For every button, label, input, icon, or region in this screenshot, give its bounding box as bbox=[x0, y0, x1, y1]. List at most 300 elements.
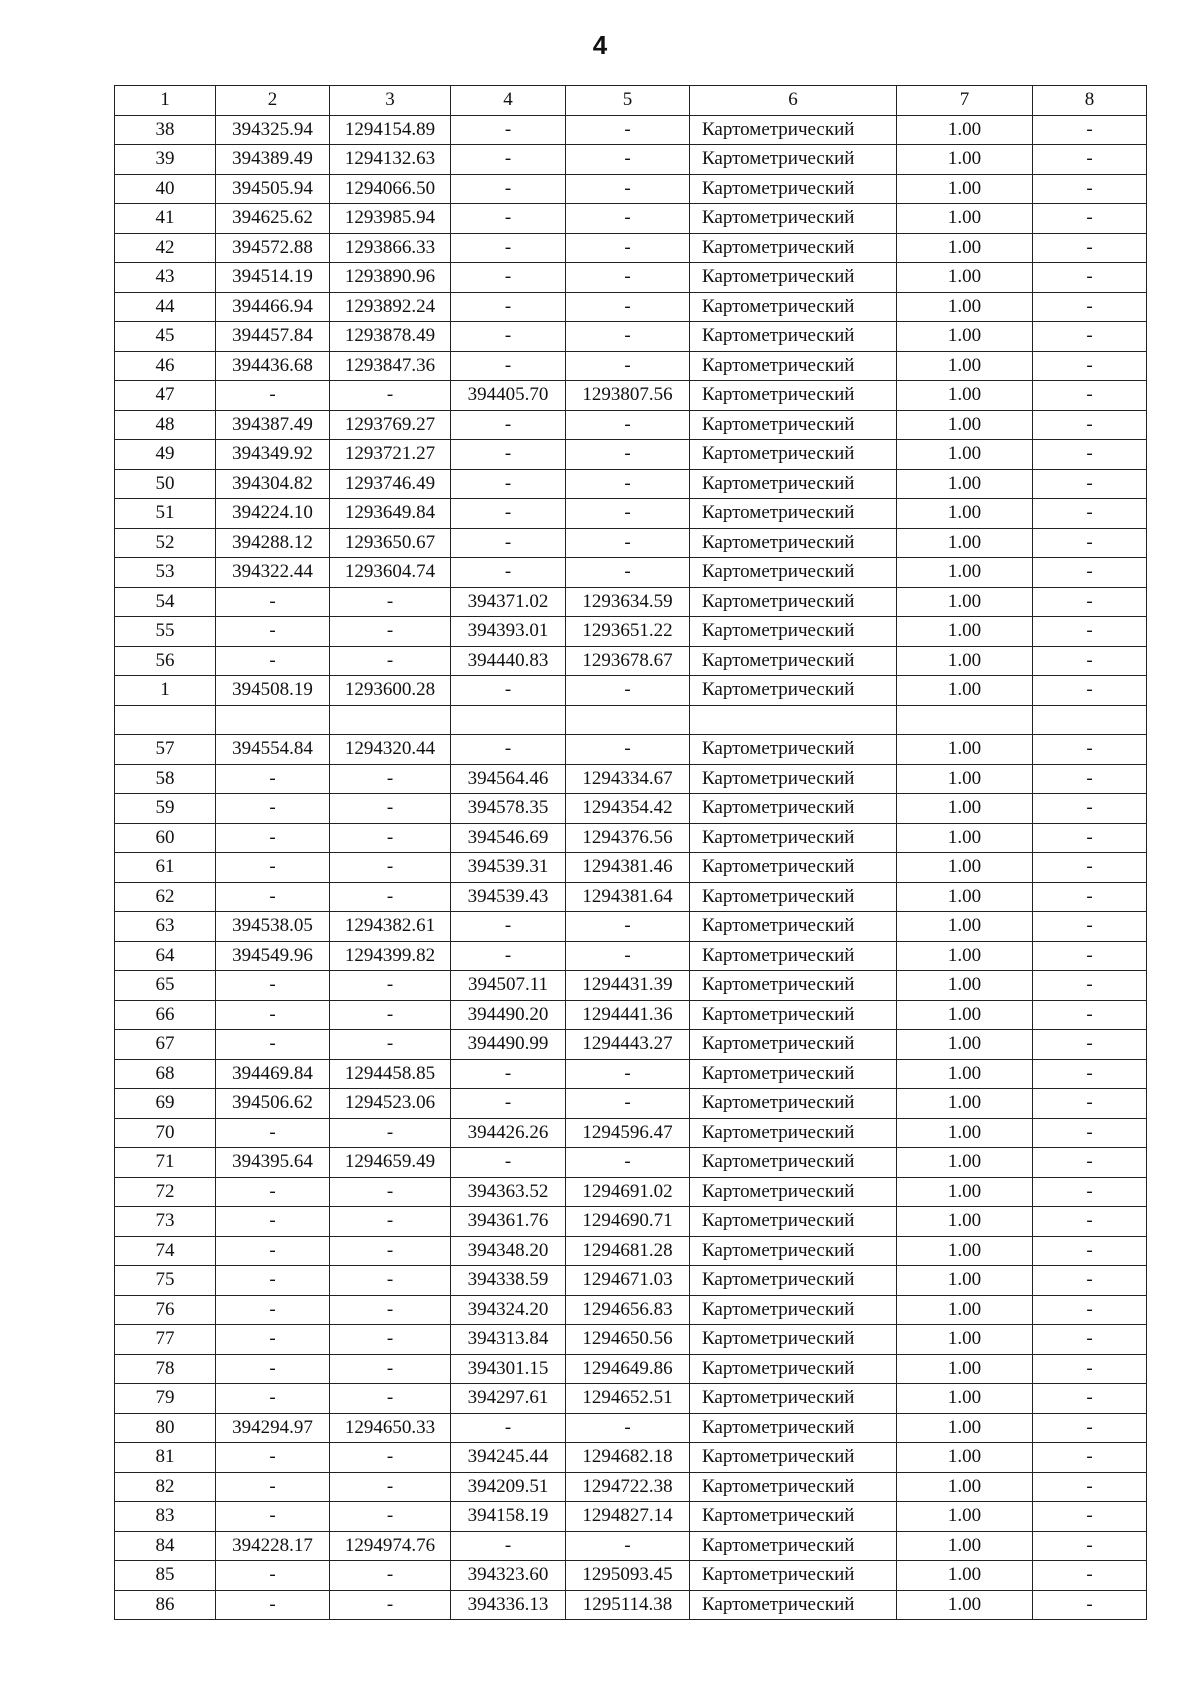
cell-x-existing: - bbox=[216, 1236, 330, 1266]
cell-notes: - bbox=[1033, 410, 1147, 440]
cell-accuracy: 1.00 bbox=[897, 1177, 1033, 1207]
table-row bbox=[115, 646, 1147, 676]
table-row bbox=[115, 145, 1147, 175]
cell-point-number: 60 bbox=[115, 823, 216, 853]
cell-accuracy: 1.00 bbox=[897, 1148, 1033, 1178]
cell-y-existing: 1293649.84 bbox=[330, 499, 451, 529]
cell-accuracy: 1.00 bbox=[897, 1118, 1033, 1148]
cell-x-new: 394546.69 bbox=[451, 823, 566, 853]
cell-y-existing: 1294382.61 bbox=[330, 912, 451, 942]
cell-y-new: 1294334.67 bbox=[566, 764, 690, 794]
cell-method: Картометрический bbox=[690, 1089, 897, 1119]
cell-method: Картометрический bbox=[690, 499, 897, 529]
cell-x-existing: 394322.44 bbox=[216, 558, 330, 588]
table-row bbox=[115, 1354, 1147, 1384]
table-row bbox=[115, 1266, 1147, 1296]
cell-method: Картометрический bbox=[690, 676, 897, 706]
cell-accuracy: 1.00 bbox=[897, 1000, 1033, 1030]
cell-accuracy: 1.00 bbox=[897, 263, 1033, 293]
cell-x-new: 394363.52 bbox=[451, 1177, 566, 1207]
cell-x-new: 394301.15 bbox=[451, 1354, 566, 1384]
cell-x-existing: 394538.05 bbox=[216, 912, 330, 942]
cell-x-new bbox=[451, 705, 566, 735]
cell-x-new: - bbox=[451, 469, 566, 499]
cell-y-existing: 1294974.76 bbox=[330, 1531, 451, 1561]
cell-accuracy: 1.00 bbox=[897, 912, 1033, 942]
cell-accuracy: 1.00 bbox=[897, 1472, 1033, 1502]
cell-point-number: 79 bbox=[115, 1384, 216, 1414]
cell-x-existing: - bbox=[216, 971, 330, 1001]
cell-notes: - bbox=[1033, 1148, 1147, 1178]
cell-notes: - bbox=[1033, 971, 1147, 1001]
cell-x-new: 394405.70 bbox=[451, 381, 566, 411]
cell-y-new: 1294649.86 bbox=[566, 1354, 690, 1384]
table-row bbox=[115, 469, 1147, 499]
cell-y-existing: - bbox=[330, 1118, 451, 1148]
cell-method: Картометрический bbox=[690, 233, 897, 263]
cell-x-existing: - bbox=[216, 1266, 330, 1296]
cell-x-new: - bbox=[451, 174, 566, 204]
cell-method: Картометрический bbox=[690, 1531, 897, 1561]
cell-x-new: - bbox=[451, 322, 566, 352]
cell-y-existing: 1293746.49 bbox=[330, 469, 451, 499]
cell-y-new: - bbox=[566, 292, 690, 322]
cell-y-new: - bbox=[566, 440, 690, 470]
cell-point-number: 55 bbox=[115, 617, 216, 647]
cell-method: Картометрический bbox=[690, 646, 897, 676]
table-row bbox=[115, 794, 1147, 824]
cell-x-new: - bbox=[451, 204, 566, 234]
cell-y-new: - bbox=[566, 558, 690, 588]
cell-accuracy: 1.00 bbox=[897, 115, 1033, 145]
cell-x-new: - bbox=[451, 941, 566, 971]
cell-x-existing: - bbox=[216, 1000, 330, 1030]
cell-x-new: - bbox=[451, 1059, 566, 1089]
page-number: 4 bbox=[592, 30, 608, 60]
cell-x-existing: - bbox=[216, 1118, 330, 1148]
cell-notes: - bbox=[1033, 1590, 1147, 1620]
cell-x-existing: 394466.94 bbox=[216, 292, 330, 322]
cell-y-existing: - bbox=[330, 1502, 451, 1532]
cell-x-new: - bbox=[451, 351, 566, 381]
cell-x-new: - bbox=[451, 499, 566, 529]
cell-y-new: 1293678.67 bbox=[566, 646, 690, 676]
cell-accuracy: 1.00 bbox=[897, 1295, 1033, 1325]
cell-x-new: 394393.01 bbox=[451, 617, 566, 647]
cell-method: Картометрический bbox=[690, 410, 897, 440]
cell-method: Картометрический bbox=[690, 1000, 897, 1030]
cell-accuracy: 1.00 bbox=[897, 941, 1033, 971]
cell-notes: - bbox=[1033, 882, 1147, 912]
cell-x-new: 394297.61 bbox=[451, 1384, 566, 1414]
cell-y-new: - bbox=[566, 941, 690, 971]
header-row bbox=[115, 86, 1147, 116]
cell-y-existing: - bbox=[330, 381, 451, 411]
cell-y-new: 1294381.46 bbox=[566, 853, 690, 883]
cell-x-existing: - bbox=[216, 617, 330, 647]
table-row bbox=[115, 1590, 1147, 1620]
column-header-6: 6 bbox=[690, 86, 897, 116]
table-row bbox=[115, 1148, 1147, 1178]
cell-point-number: 57 bbox=[115, 735, 216, 765]
cell-y-new: 1294443.27 bbox=[566, 1030, 690, 1060]
cell-accuracy: 1.00 bbox=[897, 764, 1033, 794]
table-row bbox=[115, 1295, 1147, 1325]
cell-x-new: 394209.51 bbox=[451, 1472, 566, 1502]
cell-x-new: 394539.43 bbox=[451, 882, 566, 912]
cell-y-existing: - bbox=[330, 646, 451, 676]
cell-y-existing: - bbox=[330, 794, 451, 824]
cell-notes: - bbox=[1033, 1531, 1147, 1561]
cell-x-existing: - bbox=[216, 1207, 330, 1237]
cell-notes: - bbox=[1033, 1000, 1147, 1030]
cell-accuracy: 1.00 bbox=[897, 882, 1033, 912]
cell-y-existing: 1294458.85 bbox=[330, 1059, 451, 1089]
cell-x-existing: - bbox=[216, 1590, 330, 1620]
table-row bbox=[115, 292, 1147, 322]
table-row bbox=[115, 499, 1147, 529]
table-row bbox=[115, 1384, 1147, 1414]
cell-point-number bbox=[115, 705, 216, 735]
cell-x-existing: 394349.92 bbox=[216, 440, 330, 470]
cell-x-new: 394578.35 bbox=[451, 794, 566, 824]
cell-accuracy: 1.00 bbox=[897, 469, 1033, 499]
cell-y-new: 1294827.14 bbox=[566, 1502, 690, 1532]
table-row bbox=[115, 1472, 1147, 1502]
cell-y-existing: 1293866.33 bbox=[330, 233, 451, 263]
cell-method: Картометрический bbox=[690, 1207, 897, 1237]
cell-x-existing bbox=[216, 705, 330, 735]
cell-y-existing: 1294320.44 bbox=[330, 735, 451, 765]
cell-notes: - bbox=[1033, 1118, 1147, 1148]
column-header-2: 2 bbox=[216, 86, 330, 116]
cell-point-number: 45 bbox=[115, 322, 216, 352]
cell-point-number: 47 bbox=[115, 381, 216, 411]
cell-x-existing: - bbox=[216, 794, 330, 824]
table-row bbox=[115, 1000, 1147, 1030]
table-row bbox=[115, 1325, 1147, 1355]
cell-y-existing: - bbox=[330, 1384, 451, 1414]
table-row bbox=[115, 1561, 1147, 1591]
cell-notes: - bbox=[1033, 1443, 1147, 1473]
cell-y-new: 1294441.36 bbox=[566, 1000, 690, 1030]
cell-x-new: 394324.20 bbox=[451, 1295, 566, 1325]
cell-x-existing: - bbox=[216, 1177, 330, 1207]
cell-y-new: - bbox=[566, 115, 690, 145]
table-row bbox=[115, 115, 1147, 145]
cell-x-existing: 394549.96 bbox=[216, 941, 330, 971]
cell-point-number: 68 bbox=[115, 1059, 216, 1089]
cell-notes bbox=[1033, 705, 1147, 735]
cell-point-number: 80 bbox=[115, 1413, 216, 1443]
cell-x-new: 394426.26 bbox=[451, 1118, 566, 1148]
cell-y-new: - bbox=[566, 1413, 690, 1443]
cell-point-number: 67 bbox=[115, 1030, 216, 1060]
cell-notes: - bbox=[1033, 1472, 1147, 1502]
table-row bbox=[115, 174, 1147, 204]
cell-y-existing: 1293721.27 bbox=[330, 440, 451, 470]
cell-x-existing: - bbox=[216, 1384, 330, 1414]
cell-point-number: 1 bbox=[115, 676, 216, 706]
cell-x-new: - bbox=[451, 1531, 566, 1561]
cell-accuracy: 1.00 bbox=[897, 1207, 1033, 1237]
cell-accuracy: 1.00 bbox=[897, 735, 1033, 765]
cell-notes: - bbox=[1033, 292, 1147, 322]
cell-accuracy: 1.00 bbox=[897, 1413, 1033, 1443]
cell-x-new: - bbox=[451, 735, 566, 765]
cell-y-new: - bbox=[566, 410, 690, 440]
cell-y-existing: - bbox=[330, 882, 451, 912]
table-row bbox=[115, 587, 1147, 617]
cell-x-new: 394371.02 bbox=[451, 587, 566, 617]
cell-notes: - bbox=[1033, 794, 1147, 824]
cell-method: Картометрический bbox=[690, 1295, 897, 1325]
cell-accuracy: 1.00 bbox=[897, 204, 1033, 234]
cell-accuracy: 1.00 bbox=[897, 1354, 1033, 1384]
cell-notes: - bbox=[1033, 617, 1147, 647]
cell-point-number: 70 bbox=[115, 1118, 216, 1148]
cell-notes: - bbox=[1033, 1384, 1147, 1414]
table-row bbox=[115, 617, 1147, 647]
cell-notes: - bbox=[1033, 1325, 1147, 1355]
cell-point-number: 83 bbox=[115, 1502, 216, 1532]
cell-y-new: 1293634.59 bbox=[566, 587, 690, 617]
cell-point-number: 38 bbox=[115, 115, 216, 145]
cell-y-new: 1294431.39 bbox=[566, 971, 690, 1001]
cell-accuracy: 1.00 bbox=[897, 499, 1033, 529]
cell-point-number: 44 bbox=[115, 292, 216, 322]
cell-x-existing: - bbox=[216, 1443, 330, 1473]
cell-y-existing: - bbox=[330, 1266, 451, 1296]
cell-y-existing: 1293847.36 bbox=[330, 351, 451, 381]
cell-notes: - bbox=[1033, 1266, 1147, 1296]
cell-y-existing: - bbox=[330, 1207, 451, 1237]
cell-x-new: 394158.19 bbox=[451, 1502, 566, 1532]
table-row bbox=[115, 971, 1147, 1001]
table-row bbox=[115, 528, 1147, 558]
cell-accuracy: 1.00 bbox=[897, 1059, 1033, 1089]
cell-x-new: - bbox=[451, 528, 566, 558]
cell-notes: - bbox=[1033, 823, 1147, 853]
cell-point-number: 82 bbox=[115, 1472, 216, 1502]
table-row bbox=[115, 1236, 1147, 1266]
cell-y-new: - bbox=[566, 1148, 690, 1178]
cell-notes: - bbox=[1033, 1295, 1147, 1325]
cell-method: Картометрический bbox=[690, 263, 897, 293]
cell-notes: - bbox=[1033, 558, 1147, 588]
cell-y-existing: - bbox=[330, 587, 451, 617]
cell-point-number: 42 bbox=[115, 233, 216, 263]
table-row bbox=[115, 1413, 1147, 1443]
cell-x-new: - bbox=[451, 145, 566, 175]
column-header-3: 3 bbox=[330, 86, 451, 116]
table-row bbox=[115, 764, 1147, 794]
cell-x-existing: 394469.84 bbox=[216, 1059, 330, 1089]
cell-x-existing: - bbox=[216, 853, 330, 883]
table-row bbox=[115, 735, 1147, 765]
cell-notes: - bbox=[1033, 853, 1147, 883]
cell-notes: - bbox=[1033, 1177, 1147, 1207]
cell-notes: - bbox=[1033, 912, 1147, 942]
cell-method: Картометрический bbox=[690, 853, 897, 883]
cell-y-existing: 1293600.28 bbox=[330, 676, 451, 706]
cell-x-existing: 394389.49 bbox=[216, 145, 330, 175]
table-row bbox=[115, 322, 1147, 352]
cell-y-existing: - bbox=[330, 1000, 451, 1030]
cell-y-existing: - bbox=[330, 971, 451, 1001]
cell-method: Картометрический bbox=[690, 1561, 897, 1591]
cell-y-existing: - bbox=[330, 1177, 451, 1207]
cell-x-new: 394539.31 bbox=[451, 853, 566, 883]
cell-accuracy: 1.00 bbox=[897, 322, 1033, 352]
cell-notes: - bbox=[1033, 174, 1147, 204]
cell-accuracy: 1.00 bbox=[897, 1590, 1033, 1620]
table-row bbox=[115, 233, 1147, 263]
cell-method: Картометрический bbox=[690, 971, 897, 1001]
cell-y-existing: - bbox=[330, 1472, 451, 1502]
cell-accuracy: 1.00 bbox=[897, 617, 1033, 647]
cell-y-existing: - bbox=[330, 1561, 451, 1591]
cell-x-new: 394490.99 bbox=[451, 1030, 566, 1060]
cell-y-new: 1294722.38 bbox=[566, 1472, 690, 1502]
cell-method: Картометрический bbox=[690, 174, 897, 204]
cell-notes: - bbox=[1033, 1561, 1147, 1591]
cell-point-number: 74 bbox=[115, 1236, 216, 1266]
cell-x-new: 394348.20 bbox=[451, 1236, 566, 1266]
cell-y-existing: 1293604.74 bbox=[330, 558, 451, 588]
cell-point-number: 49 bbox=[115, 440, 216, 470]
cell-x-existing: 394304.82 bbox=[216, 469, 330, 499]
cell-y-new: 1295114.38 bbox=[566, 1590, 690, 1620]
cell-method: Картометрический bbox=[690, 1413, 897, 1443]
cell-y-existing: - bbox=[330, 1030, 451, 1060]
cell-x-existing: - bbox=[216, 587, 330, 617]
cell-y-existing: - bbox=[330, 1590, 451, 1620]
cell-y-new: 1294650.56 bbox=[566, 1325, 690, 1355]
cell-accuracy: 1.00 bbox=[897, 1384, 1033, 1414]
cell-method: Картометрический bbox=[690, 292, 897, 322]
cell-accuracy: 1.00 bbox=[897, 1561, 1033, 1591]
cell-accuracy: 1.00 bbox=[897, 381, 1033, 411]
cell-y-existing: - bbox=[330, 1236, 451, 1266]
cell-y-new: - bbox=[566, 204, 690, 234]
cell-x-existing: 394294.97 bbox=[216, 1413, 330, 1443]
cell-method: Картометрический bbox=[690, 145, 897, 175]
cell-accuracy: 1.00 bbox=[897, 823, 1033, 853]
cell-method: Картометрический bbox=[690, 115, 897, 145]
table-row bbox=[115, 1059, 1147, 1089]
cell-x-existing: - bbox=[216, 1472, 330, 1502]
table-row bbox=[115, 204, 1147, 234]
coordinates-table bbox=[114, 85, 1147, 1620]
cell-x-existing: - bbox=[216, 646, 330, 676]
cell-y-existing: 1293985.94 bbox=[330, 204, 451, 234]
cell-method: Картометрический bbox=[690, 735, 897, 765]
cell-point-number: 85 bbox=[115, 1561, 216, 1591]
cell-point-number: 71 bbox=[115, 1148, 216, 1178]
cell-accuracy: 1.00 bbox=[897, 558, 1033, 588]
cell-accuracy: 1.00 bbox=[897, 1325, 1033, 1355]
cell-y-existing: - bbox=[330, 1325, 451, 1355]
cell-accuracy: 1.00 bbox=[897, 174, 1033, 204]
cell-y-new: 1294681.28 bbox=[566, 1236, 690, 1266]
cell-accuracy: 1.00 bbox=[897, 145, 1033, 175]
cell-y-new: - bbox=[566, 322, 690, 352]
cell-y-new: - bbox=[566, 735, 690, 765]
table-row bbox=[115, 1443, 1147, 1473]
cell-point-number: 56 bbox=[115, 646, 216, 676]
cell-x-existing: - bbox=[216, 1295, 330, 1325]
cell-x-new: 394361.76 bbox=[451, 1207, 566, 1237]
cell-notes: - bbox=[1033, 587, 1147, 617]
cell-accuracy: 1.00 bbox=[897, 1089, 1033, 1119]
cell-method bbox=[690, 705, 897, 735]
table-row bbox=[115, 1502, 1147, 1532]
cell-method: Картометрический bbox=[690, 1443, 897, 1473]
cell-x-new: 394490.20 bbox=[451, 1000, 566, 1030]
cell-accuracy: 1.00 bbox=[897, 971, 1033, 1001]
cell-y-new: - bbox=[566, 499, 690, 529]
cell-y-new: - bbox=[566, 676, 690, 706]
cell-x-new: 394313.84 bbox=[451, 1325, 566, 1355]
cell-accuracy bbox=[897, 705, 1033, 735]
cell-y-new bbox=[566, 705, 690, 735]
cell-x-existing: 394288.12 bbox=[216, 528, 330, 558]
cell-y-new: - bbox=[566, 263, 690, 293]
cell-point-number: 63 bbox=[115, 912, 216, 942]
cell-point-number: 73 bbox=[115, 1207, 216, 1237]
cell-x-new: 394245.44 bbox=[451, 1443, 566, 1473]
cell-x-new: 394338.59 bbox=[451, 1266, 566, 1296]
cell-method: Картометрический bbox=[690, 1472, 897, 1502]
cell-x-existing: 394457.84 bbox=[216, 322, 330, 352]
cell-accuracy: 1.00 bbox=[897, 676, 1033, 706]
cell-method: Картометрический bbox=[690, 1148, 897, 1178]
cell-y-new: - bbox=[566, 528, 690, 558]
cell-x-new: - bbox=[451, 440, 566, 470]
cell-notes: - bbox=[1033, 764, 1147, 794]
cell-x-existing: - bbox=[216, 1561, 330, 1591]
cell-x-new: - bbox=[451, 558, 566, 588]
cell-x-new: 394564.46 bbox=[451, 764, 566, 794]
cell-point-number: 66 bbox=[115, 1000, 216, 1030]
cell-notes: - bbox=[1033, 1502, 1147, 1532]
cell-method: Картометрический bbox=[690, 823, 897, 853]
cell-y-new: 1294596.47 bbox=[566, 1118, 690, 1148]
cell-accuracy: 1.00 bbox=[897, 587, 1033, 617]
table-row bbox=[115, 1089, 1147, 1119]
table-row bbox=[115, 1177, 1147, 1207]
cell-point-number: 43 bbox=[115, 263, 216, 293]
cell-y-new: 1294354.42 bbox=[566, 794, 690, 824]
table-row bbox=[115, 1531, 1147, 1561]
cell-method: Картометрический bbox=[690, 1266, 897, 1296]
cell-point-number: 86 bbox=[115, 1590, 216, 1620]
table-row bbox=[115, 558, 1147, 588]
cell-y-existing: - bbox=[330, 617, 451, 647]
table-row bbox=[115, 263, 1147, 293]
cell-x-existing: 394325.94 bbox=[216, 115, 330, 145]
cell-y-existing: 1294066.50 bbox=[330, 174, 451, 204]
table-row bbox=[115, 676, 1147, 706]
cell-y-new: 1294690.71 bbox=[566, 1207, 690, 1237]
cell-x-new: - bbox=[451, 233, 566, 263]
cell-accuracy: 1.00 bbox=[897, 1236, 1033, 1266]
cell-y-new: 1294682.18 bbox=[566, 1443, 690, 1473]
cell-method: Картометрический bbox=[690, 587, 897, 617]
cell-point-number: 72 bbox=[115, 1177, 216, 1207]
cell-point-number: 54 bbox=[115, 587, 216, 617]
